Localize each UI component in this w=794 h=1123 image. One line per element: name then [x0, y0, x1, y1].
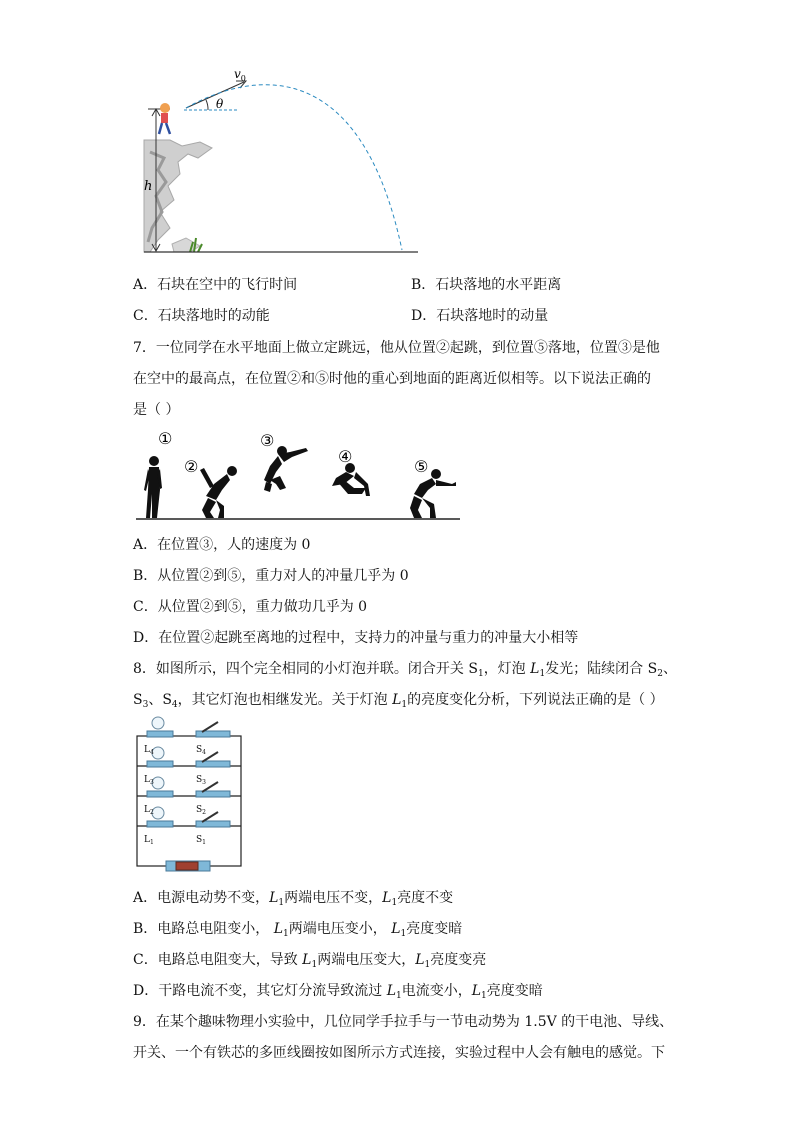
label-l1: $L_1$: [144, 835, 154, 846]
q7-option-c: C．从位置②到⑤，重力做功几乎为 0: [133, 599, 368, 615]
parallel-circuit-figure: [130, 714, 260, 874]
position-label-5: ⑤: [414, 457, 429, 476]
q6-option-a: A．石块在空中的飞行时间: [133, 277, 298, 293]
silhouette-3: [264, 446, 308, 492]
position-label-4: ④: [338, 447, 353, 466]
q7-stem-line2: 在空中的最高点，在位置②和⑤时他的重心到地面的距离近似相等。以下说法正确的: [133, 371, 651, 387]
q8-option-d: D．干路电流不变，其它灯分流导致流过 $L_1$电流变小，$L_1$亮度变暗: [133, 983, 543, 1001]
q8-option-b: B．电路总电阻变小， $L_1$两端电压变小， $L_1$亮度变暗: [133, 921, 463, 939]
label-l4: $L_4$: [144, 745, 154, 756]
person-icon: [159, 103, 170, 134]
cliff-rock: [144, 140, 212, 252]
q7-option-a: A．在位置③，人的速度为 0: [133, 537, 311, 553]
q8-stem-line2: $S_3$、$S_4$，其它灯泡也相继发光。关于灯泡 $L_1$的亮度变化分析，下列说法正确的是（ ）: [133, 692, 664, 710]
q6-option-d: D．石块落地时的动量: [411, 308, 549, 324]
v0-label: $v_0$: [234, 67, 246, 83]
projectile-figure: [130, 62, 430, 262]
label-l3: $L_3$: [144, 775, 154, 786]
theta-label: θ: [216, 97, 224, 111]
label-s1: $S_1$: [196, 835, 206, 846]
h-label: h: [144, 179, 153, 194]
label-s3: $S_3$: [196, 775, 206, 786]
q8-option-a: A．电源电动势不变，$L_1$两端电压不变，$L_1$亮度不变: [133, 890, 454, 908]
q8-stem-line1: 8．如图所示，四个完全相同的小灯泡并联。闭合开关 $S_1$，灯泡 $L_1$发光；陆续闭合 $S_2$、: [133, 661, 677, 679]
silhouette-4: [332, 463, 370, 496]
position-label-2: ②: [184, 457, 199, 476]
label-s4: $S_4$: [196, 745, 206, 756]
position-label-1: ①: [158, 429, 173, 448]
q8-option-c: C．电路总电阻变大，导致 $L_1$两端电压变大，$L_1$亮度变亮: [133, 952, 487, 970]
q9-stem-line1: 9．在某个趣味物理小实验中，几位同学手拉手与一节电动势为 1.5V 的干电池、导线、: [133, 1014, 674, 1030]
q7-stem-line3: 是（ ）: [133, 402, 180, 418]
silhouette-2: [200, 466, 237, 518]
q7-option-b: B．从位置②到⑤，重力对人的冲量几乎为 0: [133, 568, 409, 584]
position-label-3: ③: [260, 431, 275, 450]
q9-stem-line2: 开关、一个有铁芯的多匝线圈按如图所示方式连接，实验过程中人会有触电的感觉。下: [133, 1045, 665, 1061]
battery-icon: [166, 861, 210, 871]
label-l2: $L_2$: [144, 805, 154, 816]
long-jump-figure: [130, 424, 470, 524]
q6-option-c: C．石块落地时的动能: [133, 308, 270, 324]
label-s2: $S_2$: [196, 805, 206, 816]
silhouette-1: [144, 456, 162, 518]
q7-option-d: D．在位置②起跳至离地的过程中，支持力的冲量与重力的冲量大小相等: [133, 630, 579, 646]
q7-stem-line1: 7．一位同学在水平地面上做立定跳远，他从位置②起跳，到位置⑤落地，位置③是他: [133, 340, 660, 356]
silhouette-5: [410, 469, 456, 518]
q6-option-b: B．石块落地的水平距离: [411, 277, 562, 293]
